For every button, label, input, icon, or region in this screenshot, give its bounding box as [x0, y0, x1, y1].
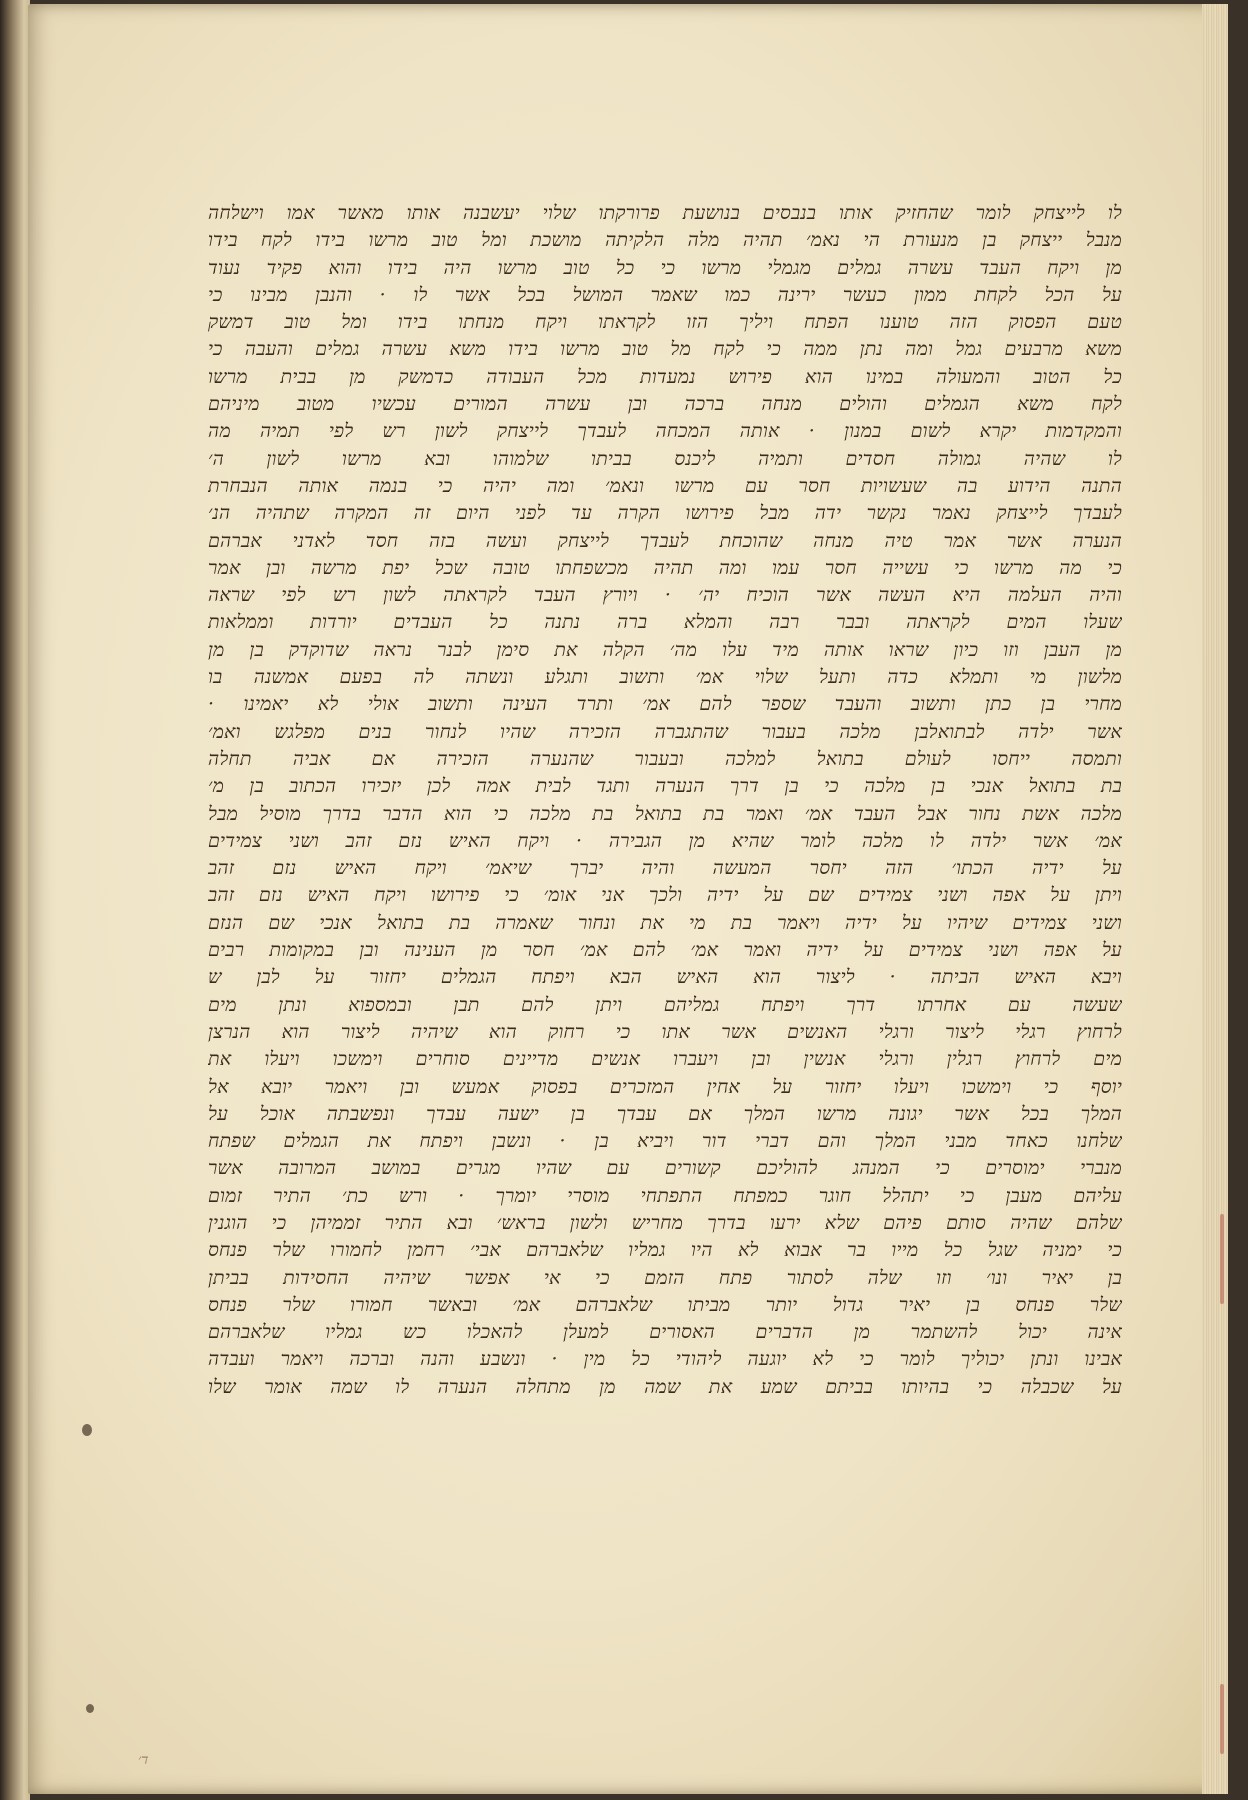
text-line: בן יאיר ונו׳ וזו שלה לסתור פתח הזמם כי אי אפשר שיהיה החסידות בביתן [208, 1266, 1122, 1289]
page-stack-edges [1202, 4, 1228, 1794]
text-line: מנברי ימוסרים כי המנהג להוליכם קשורים עם שהיו מגרים במושב המרובה אשר [208, 1157, 1122, 1180]
red-edge-stain [1220, 1214, 1224, 1304]
ink-dot [86, 1704, 94, 1713]
text-line: ויתן על אפה ושני צמידים שם על ידיה ולכך אני אומ׳ כי פירושו ויקח האיש נזם זהב [208, 884, 1122, 907]
text-line: אבינו ונתן יכוליך לומר כי לא יוגעה ליהודי כל מין · ונשבע והנה וברכה ויאמר ועבדה [208, 1348, 1122, 1371]
text-line: המלך בכל אשר יגונה מרשו המלך אם עבדך בן ישעה עבדך ונפשבתה אוכל על [208, 1102, 1122, 1125]
text-line: שלהם שהיה סותם פיהם שלא ירעו בדרך מחריש ולשון בראש׳ ובא התיר זממיהן כי הוגנין [208, 1211, 1122, 1234]
text-line: משא מרבעים גמל ומה נתן ממה כי לקח מל טוב מרשו בידו משא עשרה גמלים והעבה כי [208, 338, 1122, 361]
text-line: לו לייצחק לומר שהחזיק אותו בנבסים בנושעת פרורקתו שלוי יעשבנה אותו מאשר אמו וישלחה [208, 202, 1122, 224]
text-line: אשר ילדה לבתואלבן מלכה בעבור שהתגברה הזכירה שהיו לנחור בנים מפלגש ואמ׳ [208, 720, 1122, 743]
text-line: כל הטוב והמעולה במינו הוא פירוש נמעדות מכל העבודה כדמשק מן בבית מרשו [208, 365, 1122, 388]
text-line: לרחוץ רגלי ליצור ורגלי האנשים אשר אתו כי רחוק הוא שיהיה ליצור הוא הנרצן [208, 1020, 1122, 1043]
text-line: שלר פנחס בן יאיר גדול יותר מביתו שלאברהם אמ׳ ובאשר חמורו שלר פנחס [208, 1293, 1122, 1316]
text-line: מנבל ייצחק בן מנעורת הי נאמ׳ תהיה מלה הלקיתה מושכת ומל טוב מרשו בידו לקח בידו [208, 229, 1122, 252]
text-line: והיה העלמה היא העשה אשר הוכיח יה׳ · ויורץ העבד לקראתה לשון רש לפי שראה [208, 584, 1122, 607]
text-line: לקח משא הגמלים והולים מנחה ברכה ובן עשרה המורים עכשיו מטוב מיניהם [208, 393, 1122, 416]
previous-page-edge [0, 0, 30, 1800]
manuscript-text-block [208, 200, 1122, 1401]
text-line: כי מה מרשו כי עשייה חסר עמו ומה תהיה מכשפחתו טובה שכל יפת מרשה ובן אמר [208, 556, 1122, 579]
text-line: כי ימניה שגל כל מייו בר אבוא לא היו גמליו שלאברהם אבי׳ רחמן לחמורו שלר פנחס [208, 1239, 1122, 1262]
text-line: עליהם מעבן כי יתהלל חוגר כמפתח התפתחי מוסרי יומרך · ורש כת׳ התיר זמום [208, 1184, 1122, 1207]
red-edge-stain [1220, 1684, 1224, 1754]
text-line: יוסף כי וימשכו ויעלו יחזור על אחין המזכרים בפסוק אמעש ובן ויאמר יובא אל [208, 1075, 1122, 1098]
text-line: טעם הפסוק הזה טוענו הפתח ויליך הזו לקראתו ויקח מנחתו בידו ומל טוב דמשק [208, 311, 1122, 334]
text-line: לעבדך לייצחק נאמר נקשר ידה מבל פירושו הקרה עד לפני היום זה המקרה שתהיה הנ׳ [208, 502, 1122, 525]
text-line: ותמסה ייחסו לעולם בתואל למלכה ובעבור שהנערה הזכירה אם אביה תחלה [208, 747, 1122, 770]
ink-dot [82, 1424, 92, 1436]
text-line: התנה הידוע בה שעשויות חסר עם מרשו ונאמ׳ ומה יהיה כי בנמה אותה הנבחרת [208, 474, 1122, 497]
text-line: על הכל לקחת ממון כעשר ירינה כמו שאמר המושל בכל אשר לו · והנבן מבינו כי [208, 283, 1122, 306]
text-line: מחרי בן כתן ותשוב והעבד שספר להם אמ׳ ותרד העינה ותשוב אולי לא יאמינו · [208, 693, 1122, 716]
text-line: ויבא האיש הביתה · ליצור הוא האיש הבא ויפתח הגמלים יחזור על לבן ש [208, 966, 1122, 989]
text-line: שלחנו כאחד מבני המלך והם דברי דור ויביא בן · ונשבן ויפתח את הגמלים שפתח [208, 1130, 1122, 1153]
text-line: הנערה אשר אמר טיה מנחה שהוכחת לעבדך לייצחק ועשה בזה חסד לאדני אברהם [208, 529, 1122, 552]
text-line: ושני צמידים שיהיו על ידיה ויאמר בת מי את ונחור שאמרה בת בתואל אנכי שם הנזם [208, 911, 1122, 934]
text-line: בת בתואל אנכי בן מלכה כי בן דרך הנערה ותגד לבית אמה לכן יזכירו הכתוב בן מ׳ [208, 775, 1122, 798]
text-line: שעשה עם אחרתו דרך ויפתח גמליהם ויתן להם תבן ובמספוא ונתן מים [208, 993, 1122, 1016]
text-line: על שכבלה כי בהיותו בביתם שמע את שמה מן מתחלה הנערה לו שמה אומר שלו [208, 1375, 1122, 1398]
text-line: שעלו המים לקראתה ובבר רבה והמלא ברה נתנה כל העבדים יורדות וממלאות [208, 611, 1122, 634]
manuscript-page [28, 4, 1228, 1794]
text-line: לו שהיה גמולה חסדים ותמיה ליכנס בביתו שלמוהו ובא מרשו לשון ה׳ [208, 447, 1122, 470]
text-line: והמקדמות יקרא לשום במנון · אותה המכחה לעבדך לייצחק לשון רש לפי תמיה מה [208, 420, 1122, 443]
text-line: מלכה אשת נחור אבל העבד אמ׳ ואמר בת בתואל בת מלכה כי הוא הדבר בדרך מוסיל מבל [208, 802, 1122, 825]
text-line: מן העבן וזו כיון שראו אותה מיד עלו מה׳ הקלה את סימן לבנר נראה שדוקדק בן מן [208, 638, 1122, 661]
text-line: על אפה ושני צמידים על ידיה ואמר אמ׳ להם אמ׳ חסר מן הענינה ובן במקומות רבים [208, 939, 1122, 962]
text-line: מלשון מי ותמלא כדה ותעל שלוי אמ׳ ותשוב ותגלע ונשתה לה בפעם אמשנה בו [208, 666, 1122, 689]
text-line: מים לרחוץ רגלין ורגלי אנשין ובן ויעברו אנשים מדיינים סוחרים וימשכו ויעלו את [208, 1048, 1122, 1071]
text-line: על ידיה הכתו׳ הזה יחסר המעשה והיה יברך שיאמ׳ ויקח האיש נזם זהב [208, 857, 1122, 880]
text-line: מן ויקח העבד עשרה גמלים מגמלי מרשו כי כל טוב מרשו היה בידו והוא פקיד נעוד [208, 256, 1122, 279]
text-line: אמ׳ אשר ילדה לו מלכה לומר שהיא מן הגבירה · ויקח האיש נזם זהב ושני צמידים [208, 829, 1122, 852]
folio-mark: ד׳ [138, 1752, 149, 1768]
text-line: אינה יכול להשתמר מן הדברים האסורים למעלן להאכלו כש גמליו שלאברהם [208, 1321, 1122, 1344]
